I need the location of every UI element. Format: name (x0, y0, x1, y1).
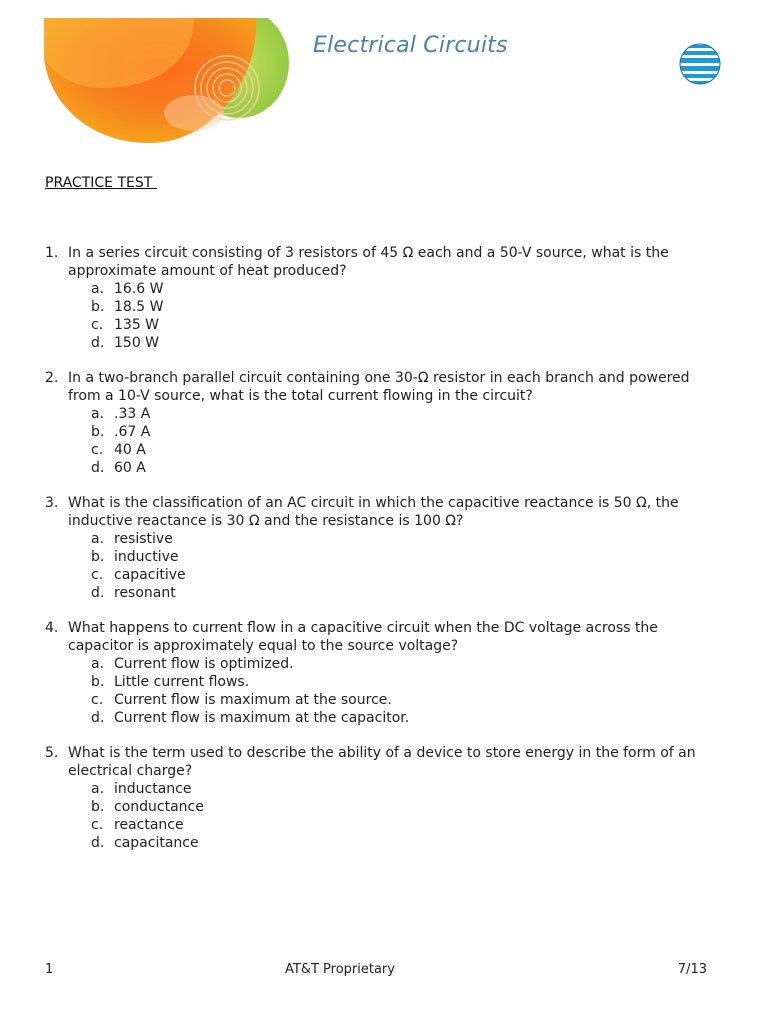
option-letter: c. (91, 692, 104, 708)
footer-page-number: 1 (45, 962, 54, 977)
option-letter: a. (91, 531, 105, 547)
option-text: inductance (114, 781, 192, 797)
answer-option (91, 298, 725, 316)
option-letter: b. (91, 799, 105, 815)
answer-option (91, 459, 725, 477)
answer-option (91, 316, 725, 334)
answer-option (91, 691, 725, 709)
option-text: 40 A (114, 442, 146, 458)
option-text: 18.5 W (114, 299, 164, 315)
att-globe-icon (678, 42, 722, 86)
answer-option (91, 709, 725, 727)
question-item (45, 744, 725, 852)
question-text: What is the term used to describe the ability of a device to store energy in the form of an electrical charge? (68, 745, 696, 779)
document-title: Electrical Circuits (313, 33, 508, 58)
footer-label: AT&T Proprietary (285, 962, 395, 977)
question-number: 1. (45, 245, 59, 261)
question-item (45, 369, 725, 477)
question-number: 4. (45, 620, 59, 636)
header-graphic (44, 18, 294, 158)
answer-option (91, 584, 725, 602)
question-number: 2. (45, 370, 59, 386)
option-text: conductance (114, 799, 204, 815)
option-letter: d. (91, 335, 105, 351)
option-list (45, 280, 725, 352)
section-title: PRACTICE TEST (45, 175, 157, 191)
answer-option (91, 280, 725, 298)
answer-option (91, 834, 725, 852)
question-item (45, 494, 725, 602)
answer-option (91, 566, 725, 584)
option-text: Current flow is maximum at the source. (114, 692, 392, 708)
question-number: 5. (45, 745, 59, 761)
question-text: What is the classification of an AC circuit in which the capacitive reactance is 50 Ω, the inductive reactance is 30 Ω and the resistance is 100 Ω? (68, 495, 679, 529)
option-text: Little current flows. (114, 674, 250, 690)
answer-option (91, 334, 725, 352)
option-letter: b. (91, 674, 105, 690)
question-item (45, 244, 725, 352)
option-letter: b. (91, 299, 105, 315)
answer-option (91, 655, 725, 673)
option-letter: a. (91, 406, 105, 422)
option-text: 16.6 W (114, 281, 164, 297)
footer-date: 7/13 (677, 962, 707, 977)
option-text: 135 W (114, 317, 160, 333)
option-letter: d. (91, 835, 105, 851)
answer-option (91, 780, 725, 798)
option-text: resistive (114, 531, 173, 547)
question-number: 3. (45, 495, 59, 511)
option-list (45, 530, 725, 602)
answer-option (91, 548, 725, 566)
option-text: inductive (114, 549, 179, 565)
option-text: .67 A (114, 424, 151, 440)
option-text: resonant (114, 585, 176, 601)
option-letter: a. (91, 781, 105, 797)
option-letter: b. (91, 549, 105, 565)
option-text: Current flow is optimized. (114, 656, 294, 672)
option-list (45, 780, 725, 852)
answer-option (91, 816, 725, 834)
answer-option (91, 423, 725, 441)
answer-option (91, 405, 725, 423)
option-letter: c. (91, 817, 104, 833)
answer-option (91, 673, 725, 691)
option-letter: d. (91, 460, 105, 476)
option-list (45, 405, 725, 477)
page-footer (45, 962, 707, 978)
question-text: What happens to current flow in a capacitive circuit when the DC voltage across the capacitor is approximately equal to the source voltage? (68, 620, 658, 654)
answer-option (91, 441, 725, 459)
option-text: 60 A (114, 460, 146, 476)
question-list (45, 244, 725, 869)
option-letter: b. (91, 424, 105, 440)
option-letter: a. (91, 656, 105, 672)
option-text: .33 A (114, 406, 151, 422)
option-letter: c. (91, 567, 104, 583)
option-letter: d. (91, 710, 105, 726)
option-letter: a. (91, 281, 105, 297)
option-letter: c. (91, 442, 104, 458)
answer-option (91, 530, 725, 548)
option-text: reactance (114, 817, 184, 833)
option-text: 150 W (114, 335, 160, 351)
option-text: capacitance (114, 835, 199, 851)
option-letter: d. (91, 585, 105, 601)
option-text: Current flow is maximum at the capacitor. (114, 710, 410, 726)
question-text: In a two-branch parallel circuit containing one 30-Ω resistor in each branch and powered from a 10-V source, what is the total current flowing in the circuit? (68, 370, 690, 404)
question-text: In a series circuit consisting of 3 resistors of 45 Ω each and a 50-V source, what is the approximate amount of heat produced? (68, 245, 669, 279)
option-list (45, 655, 725, 727)
answer-option (91, 798, 725, 816)
option-text: capacitive (114, 567, 186, 583)
option-letter: c. (91, 317, 104, 333)
question-item (45, 619, 725, 727)
